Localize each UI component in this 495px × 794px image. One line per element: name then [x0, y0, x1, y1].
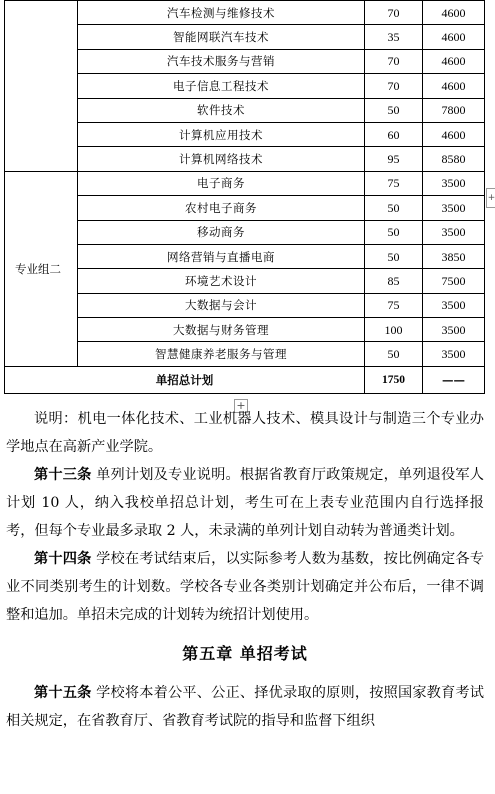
plan-count-cell: 75: [365, 293, 423, 317]
article-15-paragraph: [6, 679, 484, 735]
article-13-paragraph: [6, 461, 484, 545]
tuition-fee-cell: 4600: [423, 74, 485, 98]
major-name-cell: 电子商务: [78, 171, 365, 195]
major-name-cell: 环境艺术设计: [78, 269, 365, 293]
article-15-text: 学校将本着公平、公正、择优录取的原则，按照国家教育考试相关规定，在省教育厅、省教育考试院的指导和监督下组织: [6, 685, 484, 729]
major-name-cell: 软件技术: [78, 98, 365, 122]
table-add-column-handle[interactable]: +: [486, 188, 495, 208]
tuition-fee-cell: 3500: [423, 293, 485, 317]
major-name-cell: 农村电子商务: [78, 196, 365, 220]
major-name-cell: 计算机应用技术: [78, 122, 365, 146]
tuition-fee-cell: 4600: [423, 25, 485, 49]
plan-count-cell: 50: [365, 244, 423, 268]
article-15-title: 第十五条: [34, 685, 92, 701]
plan-count-cell: 60: [365, 122, 423, 146]
group-2-label-cell: 专业组二: [5, 171, 78, 366]
plan-count-cell: 95: [365, 147, 423, 171]
major-name-cell: 智能网联汽车技术: [78, 25, 365, 49]
tuition-fee-cell: 4600: [423, 1, 485, 25]
tuition-fee-cell: 7800: [423, 98, 485, 122]
table-add-row-handle[interactable]: +: [234, 399, 248, 413]
plan-count-cell: 75: [365, 171, 423, 195]
major-name-cell: 智慧健康养老服务与管理: [78, 342, 365, 366]
major-name-cell: 计算机网络技术: [78, 147, 365, 171]
plan-count-cell: 50: [365, 196, 423, 220]
article-13-title: 第十三条: [34, 467, 92, 483]
tuition-fee-cell: 8580: [423, 147, 485, 171]
table-row: [5, 1, 485, 25]
total-label-cell: 单招总计划: [5, 366, 365, 393]
major-name-cell: 汽车检测与维修技术: [78, 1, 365, 25]
plan-count-cell: 50: [365, 98, 423, 122]
tuition-fee-cell: 3500: [423, 220, 485, 244]
major-name-cell: 汽车技术服务与营销: [78, 49, 365, 73]
plan-count-cell: 100: [365, 318, 423, 342]
tuition-fee-cell: 4600: [423, 49, 485, 73]
article-13-text: 单列计划及专业说明。根据省教育厅政策规定，单列退役军人计划 10 人，纳入我校单招总计划，考生可在上表专业范围内自行选择报考，但每个专业最多录取 2 人，未录满的单列计划自动转为普通类计划。: [6, 467, 484, 539]
chapter-5-heading: 第五章 单招考试: [182, 644, 308, 663]
major-name-cell: 移动商务: [78, 220, 365, 244]
article-14-text: 学校在考试结束后，以实际参考人数为基数，按比例确定各专业不同类别考生的计划数。学校各专业各类别计划确定并公布后，一律不调整和追加。单招未完成的计划转为统招计划使用。: [6, 551, 484, 623]
plan-count-cell: 50: [365, 220, 423, 244]
plan-count-cell: 70: [365, 74, 423, 98]
table-note-paragraph: 说明：机电一体化技术、工业机器人技术、模具设计与制造三个专业办学地点在高新产业学院。: [6, 411, 484, 455]
document-body: [6, 403, 484, 735]
group-1-cell: [5, 1, 78, 172]
plan-count-cell: 70: [365, 1, 423, 25]
total-row: [5, 366, 485, 393]
tuition-fee-cell: 3500: [423, 171, 485, 195]
enrollment-plan-table: [4, 0, 485, 394]
table-row: [5, 171, 485, 195]
major-name-cell: 大数据与会计: [78, 293, 365, 317]
plan-count-cell: 70: [365, 49, 423, 73]
tuition-fee-cell: 7500: [423, 269, 485, 293]
major-name-cell: 网络营销与直播电商: [78, 244, 365, 268]
major-name-cell: 大数据与财务管理: [78, 318, 365, 342]
major-name-cell: 电子信息工程技术: [78, 74, 365, 98]
article-14-paragraph: [6, 545, 484, 629]
tuition-fee-cell: 3500: [423, 342, 485, 366]
total-fee-cell: ——: [423, 366, 485, 393]
tuition-fee-cell: 3500: [423, 318, 485, 342]
tuition-fee-cell: 4600: [423, 122, 485, 146]
total-plan-cell: 1750: [365, 366, 423, 393]
tuition-fee-cell: 3500: [423, 196, 485, 220]
plan-count-cell: 35: [365, 25, 423, 49]
plan-count-cell: 50: [365, 342, 423, 366]
tuition-fee-cell: 3850: [423, 244, 485, 268]
article-14-title: 第十四条: [34, 551, 92, 567]
enrollment-plan-table-container: [4, 0, 484, 394]
plan-count-cell: 85: [365, 269, 423, 293]
